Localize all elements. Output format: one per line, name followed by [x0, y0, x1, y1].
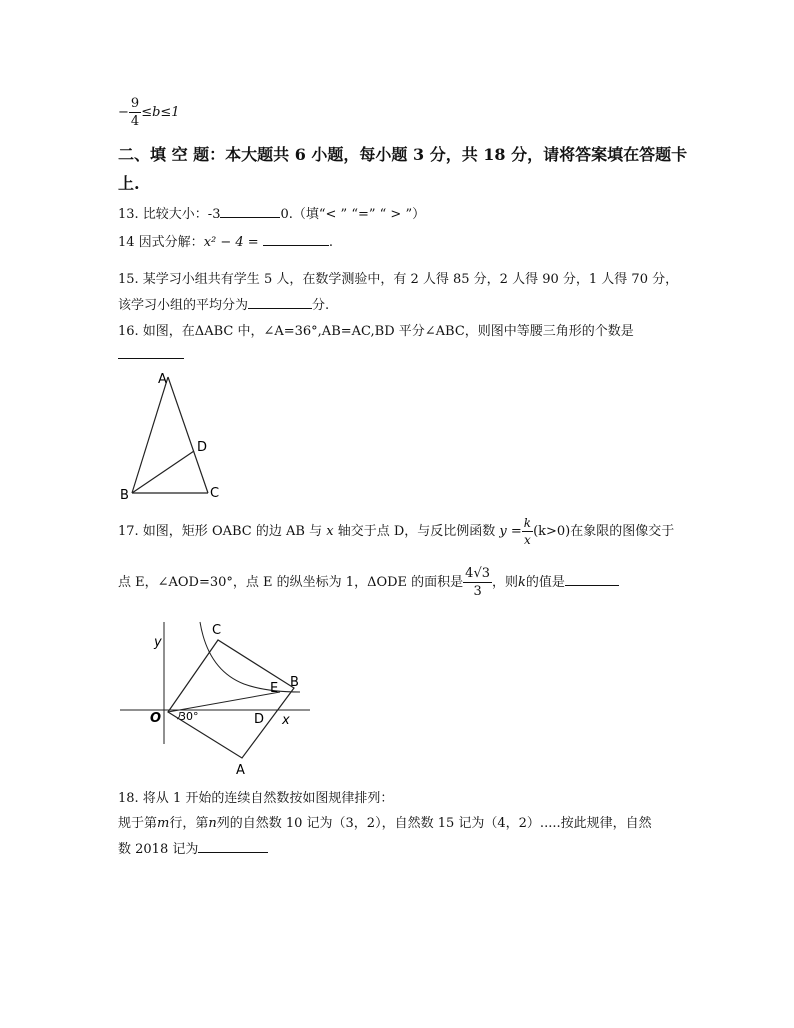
question-15-line2: [118, 294, 329, 313]
rectangle-oabc: [168, 640, 294, 758]
q16-triangle-figure: [110, 365, 230, 505]
q18-a: 规于第: [118, 816, 158, 831]
answer-inequality: [118, 97, 180, 128]
question-14: [118, 231, 333, 250]
bisector-bd: [132, 451, 194, 493]
label-a: A: [236, 763, 245, 778]
q17-fraction-k-over-x: [522, 517, 533, 546]
q17-k-var: k: [518, 575, 526, 590]
section-heading-continued: 上.: [118, 174, 140, 193]
question-13: [118, 203, 425, 222]
label-x: x: [282, 713, 290, 728]
q15-prefix: 该学习小组的平均分为: [118, 298, 249, 313]
q17-area-num: 4√3: [465, 566, 490, 581]
question-18-line2: [118, 812, 652, 831]
q17-x-var: x: [326, 524, 334, 539]
q17-line2-prefix: 点 E，∠AOD=30°，点 E 的纵坐标为 1，ΔODE 的面积是: [118, 575, 464, 590]
label-o: O: [150, 711, 162, 726]
q13-suffix: 0.（填“< ” “=” “ > ”）: [280, 207, 426, 222]
q17-mid: 轴交于点 D，与反比例函数: [337, 524, 496, 539]
q17-answer-blank[interactable]: [565, 572, 619, 586]
q17-area-fraction: [463, 567, 492, 598]
q17-y-eq: y =: [499, 524, 522, 539]
q17-line2-mid: ，则: [492, 575, 519, 590]
question-17-line1: [118, 517, 674, 546]
side-ab: [132, 377, 168, 493]
label-a: A: [158, 372, 167, 387]
label-b: B: [120, 488, 129, 503]
q15-suffix: 分.: [312, 298, 330, 313]
label-c: C: [212, 623, 222, 638]
q13-prefix: 13. 比较大小：-3: [118, 207, 221, 222]
section-heading: 二、填 空 题：本大题共 6 小题，每小题 3 分，共 18 分，请将答案填在答题卡: [118, 145, 688, 164]
label-y: y: [154, 635, 162, 650]
q13-answer-blank[interactable]: [220, 204, 280, 218]
label-d: D: [197, 440, 208, 455]
q18-n: n: [208, 816, 217, 831]
q18-m: m: [157, 816, 170, 831]
segment-oe: [168, 692, 280, 712]
q17-frac-den: x: [524, 533, 531, 547]
q18-b: 行，第: [169, 816, 209, 831]
q14-answer-blank[interactable]: [263, 232, 329, 246]
q17-rectangle-figure: [116, 618, 316, 778]
fraction-numerator: 9: [130, 96, 140, 111]
q17-frac-num: k: [523, 516, 532, 530]
question-15-line1: 15. 某学习小组共有学生 5 人，在数学测验中，有 2 人得 85 分，2 人得 90 分，1 人得 70 分，: [118, 272, 679, 287]
q16-answer-blank[interactable]: [118, 345, 184, 359]
label-angle-30: 30°: [179, 710, 199, 723]
q17-prefix: 17. 如图，矩形 OABC 的边 AB 与: [118, 524, 323, 539]
q14-suffix: .: [328, 235, 333, 250]
fraction-nine-fourths: [129, 97, 141, 128]
q15-answer-blank[interactable]: [248, 295, 312, 309]
inequality-rest: ≤b≤1: [141, 105, 180, 120]
q14-prefix: 14 因式分解：: [118, 235, 204, 250]
q17-suffix: (k>0)在象限的图像交于: [533, 524, 675, 539]
fraction-denominator: 4: [130, 114, 140, 129]
q18-c: 列的自然数 10 记为（3，2），自然数 15 记为（4，2）.....按此规律，自然: [216, 816, 652, 831]
q17-area-den: 3: [473, 584, 482, 599]
minus-sign: −: [118, 105, 129, 120]
question-17-line2: [118, 567, 619, 598]
q18-line3-text: 数 2018 记为: [118, 842, 199, 857]
question-18-line1: 18. 将从 1 开始的连续自然数按如图规律排列：: [118, 791, 394, 806]
label-d: D: [254, 712, 265, 727]
side-ac: [168, 377, 208, 493]
label-e: E: [270, 681, 279, 696]
label-c: C: [210, 486, 220, 501]
label-b: B: [290, 675, 299, 690]
question-18-line3: [118, 838, 268, 857]
q14-expression: x² − 4 =: [203, 235, 259, 250]
question-16: 16. 如图，在ΔABC 中，∠A=36°,AB=AC,BD 平分∠ABC，则图中等腰三角形的个数是: [118, 324, 634, 339]
q18-answer-blank[interactable]: [198, 839, 268, 853]
q17-line2-suffix: 的值是: [525, 575, 565, 590]
